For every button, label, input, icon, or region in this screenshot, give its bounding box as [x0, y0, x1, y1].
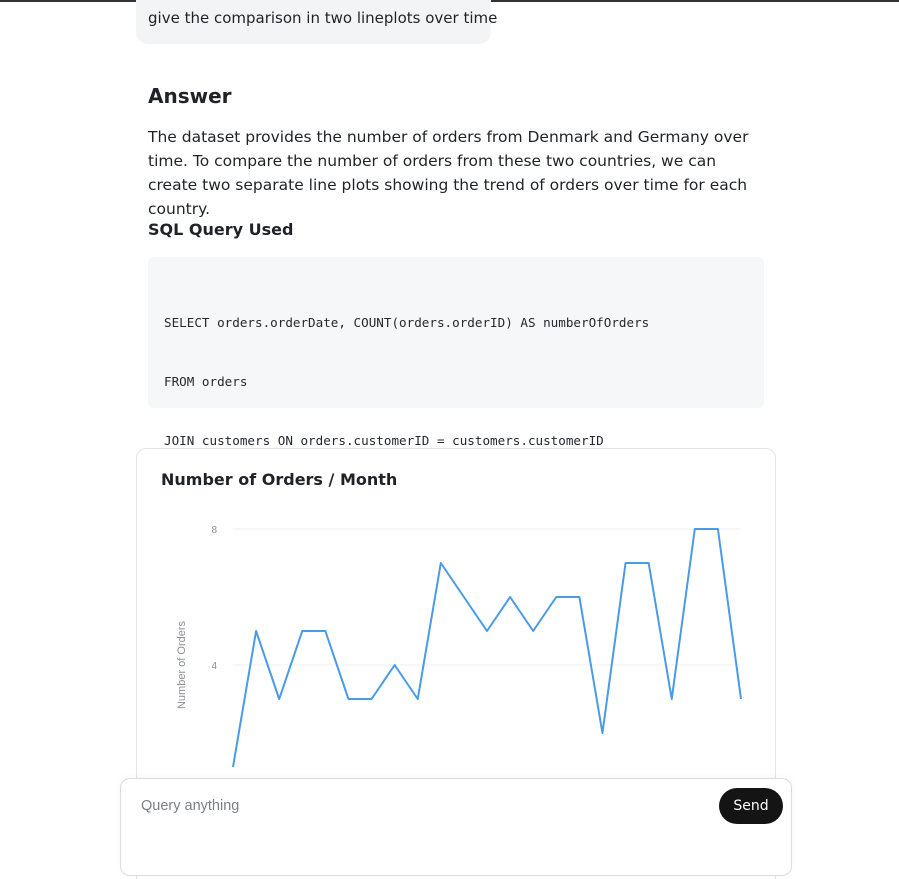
- y-axis-ticks: [211, 525, 217, 672]
- series-line: [233, 529, 741, 767]
- y-axis-label: Number of Orders: [176, 620, 188, 710]
- chart-title: Number of Orders / Month: [161, 470, 398, 489]
- answer-heading: Answer: [148, 84, 232, 108]
- sql-line: SELECT orders.orderDate, COUNT(orders.orderID) AS numberOfOrders: [164, 314, 650, 330]
- chart-series: [233, 529, 741, 767]
- query-input[interactable]: [141, 795, 701, 817]
- user-message-bubble: [136, 0, 498, 44]
- y-tick-label: 8: [211, 525, 217, 536]
- send-button[interactable]: Send: [719, 788, 783, 824]
- sql-heading: SQL Query Used: [148, 220, 294, 239]
- sql-line: JOIN customers ON orders.customerID = customers.customerID: [164, 433, 604, 449]
- answer-text: The dataset provides the number of orders from Denmark and Germany over time. To compare the number of orders from these two countries, we can create two separate line plots showing the trend of orders over time for each country.: [148, 128, 749, 218]
- user-message-text: give the comparison in two lineplots over time: [148, 9, 498, 27]
- query-box: [120, 778, 792, 876]
- sql-code-block: [148, 257, 764, 449]
- chart-grid: [233, 529, 741, 665]
- sql-line: FROM orders: [164, 373, 248, 389]
- y-tick-label: 4: [211, 661, 217, 672]
